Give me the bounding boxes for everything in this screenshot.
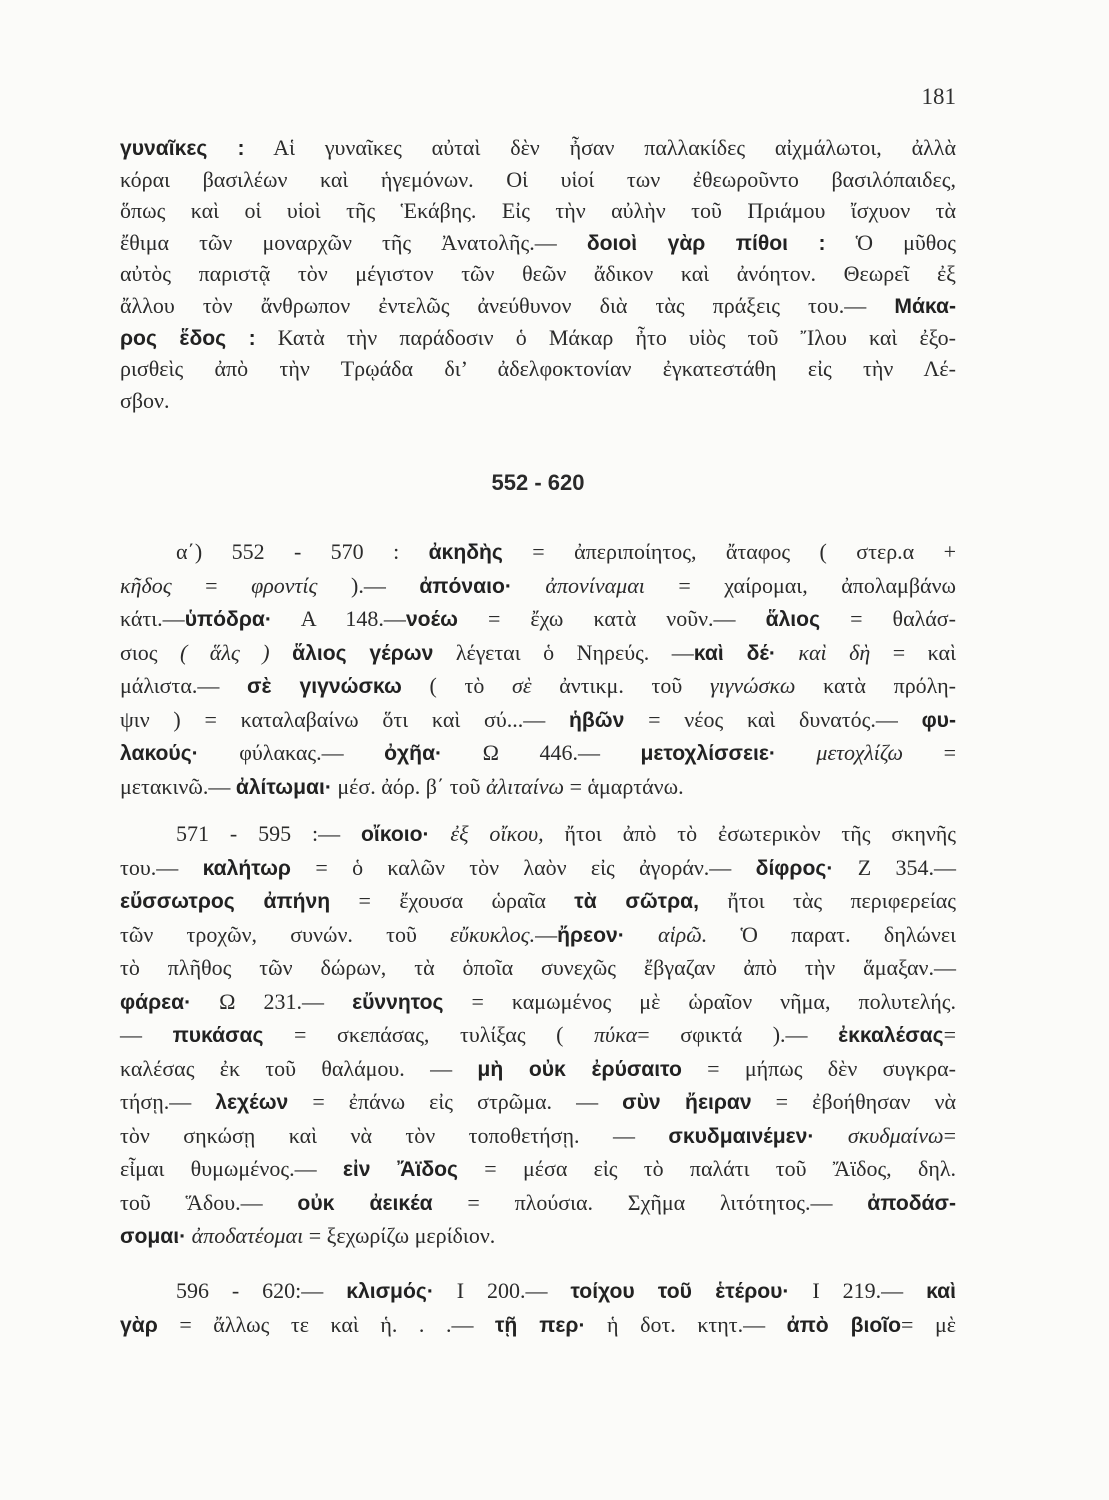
text-line bbox=[120, 602, 956, 636]
headword: τοίχου τοῦ ἑτέρου· bbox=[570, 1280, 790, 1303]
text-run: Κατὰ τὴν παράδοσιν ὁ Μάκαρ ἦτο υἱὸς τοῦ Ἴλου καὶ ἐξο- bbox=[255, 324, 957, 350]
headword: σομαι· bbox=[120, 1225, 187, 1248]
text-line bbox=[120, 1308, 956, 1342]
text-line bbox=[120, 164, 956, 196]
headword: ἤρεον· bbox=[557, 923, 625, 947]
headword: κλισμός· bbox=[346, 1280, 434, 1303]
text-run: σβον. bbox=[120, 387, 170, 413]
text-line bbox=[120, 703, 956, 737]
text-line bbox=[120, 1152, 956, 1186]
text-line bbox=[120, 1085, 956, 1119]
headword: ἀποδάσ- bbox=[867, 1191, 956, 1215]
text-run: ἀντικμ. τοῦ bbox=[531, 673, 710, 698]
italic-term: ἐξ οἴκου, bbox=[450, 821, 544, 846]
headword: καὶ δέ· bbox=[693, 641, 776, 665]
text-run: τήσῃ.— bbox=[120, 1089, 216, 1114]
headword: ἡβῶν bbox=[569, 708, 625, 732]
italic-term: πύκα bbox=[594, 1022, 638, 1047]
paragraph-552-570 bbox=[120, 535, 956, 803]
text-line bbox=[120, 195, 956, 227]
text-run: = καμωμένος μὲ ὡραῖον νῆμα, πολυτελής. bbox=[443, 988, 956, 1014]
text-run: = bbox=[943, 1122, 956, 1148]
text-line bbox=[120, 951, 956, 985]
headword: σκυδμαινέμεν· bbox=[668, 1124, 815, 1148]
text-run: = ἁμαρτάνω. bbox=[564, 773, 684, 799]
text-run: = σφικτά ).— bbox=[637, 1022, 839, 1047]
text-run: ).— bbox=[317, 572, 420, 598]
headword: μὴ οὐκ ἐρύσαιτο bbox=[477, 1057, 682, 1081]
text-run: = μήπως δὲν συγκρα- bbox=[681, 1055, 957, 1081]
headword: σὺν ἤειραν bbox=[622, 1091, 752, 1114]
text-run: ἡ δοτ. κτητ.— bbox=[585, 1311, 787, 1337]
text-run: = ἔχουσα ὡραῖα bbox=[330, 888, 575, 913]
text-run: = χαίρομαι, ἀπολαμβάνω bbox=[644, 572, 956, 598]
text-run: ὅπως καὶ οἱ υἱοὶ τῆς Ἑκάβης. Εἰς τὴν αὐλὴν τοῦ Πριάμου ἴσχυον τὰ bbox=[120, 198, 956, 224]
section-heading: 552 - 620 bbox=[491, 470, 585, 495]
text-run: Α 148.— bbox=[271, 606, 406, 631]
text-run: = ἔχω κατὰ νοῦν.— bbox=[457, 606, 766, 631]
headword: νοέω bbox=[405, 608, 458, 631]
italic-term: φροντίς bbox=[251, 572, 318, 598]
paragraph-571-595 bbox=[120, 817, 956, 1253]
text-run: = θαλάσ- bbox=[820, 606, 956, 631]
italic-term: εὔκυκλος. bbox=[450, 921, 536, 947]
text-run: του.— bbox=[120, 854, 203, 880]
text-run: = ἀπεριποίητος, ἄταφος ( στερ.α + bbox=[502, 539, 956, 564]
text-line bbox=[120, 884, 956, 918]
text-run bbox=[512, 573, 546, 598]
text-run: εἶμαι θυμωμένος.— bbox=[120, 1156, 343, 1181]
text-line bbox=[120, 636, 956, 670]
text-run: ἔθιμα τῶν μοναρχῶν τῆς Ἀνατολῆς.— bbox=[120, 229, 587, 255]
italic-term: αἱρῶ. bbox=[657, 921, 708, 947]
headword: εὔσσωτρος ἀπήνη bbox=[120, 890, 331, 913]
headword: δοιοὶ γὰρ πίθοι : bbox=[586, 231, 826, 255]
text-run: = καὶ bbox=[870, 639, 957, 665]
text-run bbox=[814, 1123, 847, 1148]
headword: τὰ σῶτρα, bbox=[574, 890, 700, 913]
italic-term: μετοχλίζω bbox=[816, 740, 904, 765]
text-run: μάλιστα.— bbox=[120, 673, 248, 698]
text-run: ἄλλου τὸν ἄνθρωπον ἐντελῶς ἀνεύθυνον διὰ τὰς πράξεις του.— bbox=[120, 292, 895, 318]
text-run: = σκεπάσας, τυλίξας ( bbox=[263, 1022, 594, 1047]
text-run: = μέσα εἰς τὸ παλάτι τοῦ Ἄϊδος, δηλ. bbox=[458, 1156, 956, 1181]
text-run: ρισθεὶς ἀπὸ τὴν Τρῳάδα δι’ ἀδελφοκτονίαν ἐγκατεστάθη εἰς τὴν Λέ- bbox=[120, 356, 956, 382]
text-line bbox=[120, 385, 956, 417]
text-run bbox=[776, 740, 817, 765]
text-run bbox=[270, 640, 293, 665]
text-run: = πλούσια. Σχῆμα λιτότητος.— bbox=[432, 1189, 868, 1215]
headword: ἐκκαλέσας bbox=[838, 1024, 944, 1047]
italic-term: ( ἅλς ) bbox=[179, 639, 270, 665]
page-number: 181 bbox=[921, 84, 956, 109]
headword: ἀκηδὴς bbox=[428, 541, 503, 564]
headword: δίφρος· bbox=[755, 856, 834, 880]
text-line bbox=[120, 1274, 956, 1308]
headword: καὶ bbox=[926, 1280, 956, 1303]
headword: γὰρ bbox=[120, 1313, 158, 1337]
text-run: = νέος καὶ δυνατός.— bbox=[624, 706, 922, 732]
text-line bbox=[120, 985, 956, 1019]
headword: φυ- bbox=[921, 708, 956, 732]
italic-term: σκυδμαίνω bbox=[847, 1122, 944, 1148]
paragraph-commentary-intro bbox=[120, 132, 956, 416]
text-line bbox=[120, 1119, 956, 1153]
text-line bbox=[120, 918, 956, 952]
text-line bbox=[120, 669, 956, 703]
text-run: αὐτὸς παριστᾷ τὸν μέγιστον τῶν θεῶν ἄδικον καὶ ἀνόητον. Θεωρεῖ ἐξ bbox=[120, 261, 956, 287]
text-run: ἤτοι τὰς περιφερείας bbox=[699, 888, 957, 913]
text-line bbox=[120, 290, 956, 322]
italic-term: ἀλιταίνω bbox=[486, 773, 565, 799]
text-run bbox=[430, 821, 451, 846]
text-line bbox=[120, 770, 956, 804]
headword: ὑπόδρα· bbox=[184, 608, 272, 631]
text-run: = ἐβοήθησαν νὰ bbox=[751, 1089, 956, 1114]
text-run: κάτι.— bbox=[120, 606, 185, 631]
text-run: Ι 200.— bbox=[433, 1278, 571, 1303]
headword: τῇ περ· bbox=[495, 1313, 586, 1337]
headword: εἰν Ἄϊδος bbox=[342, 1158, 458, 1181]
text-run: σιος bbox=[120, 639, 180, 665]
text-run: α΄) 552 - 570 : bbox=[176, 539, 429, 564]
text-run: = ὁ καλῶν τὸν λαὸν εἰς ἀγοράν.— bbox=[290, 854, 756, 880]
headword: γυναῖκες : bbox=[120, 137, 245, 160]
text-run: Ζ 354.— bbox=[833, 854, 956, 880]
text-line bbox=[120, 1052, 956, 1086]
text-run: Ω 446.— bbox=[442, 740, 641, 765]
text-run: — bbox=[120, 1022, 173, 1047]
headword: ἀλίτωμαι· bbox=[235, 775, 332, 799]
text-line bbox=[120, 322, 956, 354]
text-run: = bbox=[943, 1022, 957, 1047]
text-run: τὸν σηκώσῃ καὶ νὰ τὸν τοποθετήσῃ. — bbox=[120, 1122, 669, 1148]
headword: εὔννητος bbox=[352, 990, 444, 1014]
text-run: κόραι βασιλέων καὶ ἡγεμόνων. Οἱ υἱοί των ἐθεωροῦντο βασιλόπαιδες, bbox=[120, 166, 956, 192]
text-run: κατὰ πρόλη- bbox=[795, 673, 956, 698]
text-run: καλέσας ἐκ τοῦ θαλάμου. — bbox=[120, 1055, 478, 1081]
text-run: 596 - 620:— bbox=[176, 1278, 347, 1303]
text-run: ἤτοι ἀπὸ τὸ ἐσωτερικὸν τῆς σκηνῆς bbox=[543, 821, 956, 846]
text-line bbox=[120, 535, 956, 569]
text-run: 571 - 595 :— bbox=[176, 821, 361, 846]
headword: ἅλιος bbox=[765, 608, 821, 631]
text-run: ψιν ) = καταλαβαίνω ὅτι καὶ σύ...— bbox=[120, 706, 570, 732]
text-run: = bbox=[903, 740, 956, 765]
text-run: λέγεται ὁ Νηρεύς. — bbox=[433, 639, 694, 665]
italic-term: σὲ bbox=[512, 673, 532, 698]
headword: Μάκα- bbox=[894, 294, 956, 318]
text-run: = bbox=[171, 572, 252, 598]
italic-term: ἀποδατέομαι bbox=[191, 1223, 304, 1248]
text-run: Ὁ παρατ. δηλώνει bbox=[707, 921, 956, 947]
text-run: = ἐπάνω εἰς στρῶμα. — bbox=[288, 1089, 623, 1114]
italic-term: ἀπονίναμαι bbox=[545, 572, 645, 598]
italic-term: γιγνώσκω bbox=[709, 673, 796, 698]
text-line bbox=[120, 227, 956, 259]
headword: σὲ γιγνώσκω bbox=[247, 675, 402, 698]
text-line bbox=[120, 817, 956, 851]
text-line bbox=[120, 851, 956, 885]
text-run: τοῦ Ἅδου.— bbox=[120, 1189, 298, 1215]
text-line bbox=[120, 569, 956, 603]
text-line bbox=[120, 736, 956, 770]
text-run: = ἄλλως τε καὶ ἡ. . .— bbox=[157, 1311, 495, 1337]
text-run: Αἱ γυναῖκες αὐταὶ δὲν ἦσαν παλλακίδες αἰχμάλωτοι, ἀλλὰ bbox=[244, 135, 956, 160]
text-run bbox=[625, 922, 658, 947]
text-line bbox=[120, 353, 956, 385]
text-run: Ω 231.— bbox=[191, 988, 353, 1014]
headword: ἀπὸ βιοῖο bbox=[786, 1313, 901, 1337]
paragraph-596-620 bbox=[120, 1274, 956, 1341]
text-line bbox=[120, 258, 956, 290]
italic-term: καὶ δὴ bbox=[798, 639, 871, 665]
headword: ἀπόναιο· bbox=[419, 574, 512, 598]
text-line bbox=[120, 1018, 956, 1052]
headword: ρος ἕδος : bbox=[120, 326, 256, 350]
text-run: μετακινῶ.— bbox=[120, 773, 236, 799]
text-run: τῶν τροχῶν, συνών. τοῦ bbox=[120, 921, 451, 947]
text-run: μέσ. ἀόρ. β΄ τοῦ bbox=[331, 773, 487, 799]
text-run: Ὁ μῦθος bbox=[825, 229, 957, 255]
text-run: = ξεχωρίζω μερίδιον. bbox=[303, 1223, 496, 1248]
headword: ὀχῆα· bbox=[384, 742, 443, 765]
headword: οἴκοιο· bbox=[361, 823, 430, 846]
headword: λεχέων bbox=[215, 1091, 289, 1114]
text-run: τὸ πλῆθος τῶν δώρων, τὰ ὁποῖα συνεχῶς ἔβγαζαν ἀπὸ τὴν ἅμαξαν.— bbox=[120, 955, 956, 980]
text-run bbox=[776, 640, 799, 665]
headword: ἅλιος γέρων bbox=[292, 641, 434, 665]
headword: μετοχλίσσειε· bbox=[640, 742, 776, 765]
text-run: = μὲ bbox=[901, 1311, 956, 1337]
text-run: φύλακας.— bbox=[198, 740, 385, 765]
headword: λακούς· bbox=[120, 742, 199, 765]
italic-term: κῆδος bbox=[120, 572, 172, 598]
text-line bbox=[120, 1186, 956, 1220]
text-run: Ι 219.— bbox=[789, 1278, 927, 1303]
headword: πυκάσας bbox=[172, 1024, 264, 1047]
headword: καλήτωρ bbox=[202, 856, 291, 880]
text-run: — bbox=[535, 921, 558, 947]
headword: φάρεα· bbox=[120, 990, 192, 1014]
text-line bbox=[120, 132, 956, 164]
text-run: ( τὸ bbox=[401, 673, 513, 698]
text-line bbox=[120, 1219, 956, 1253]
headword: οὐκ ἀεικέα bbox=[297, 1191, 433, 1215]
